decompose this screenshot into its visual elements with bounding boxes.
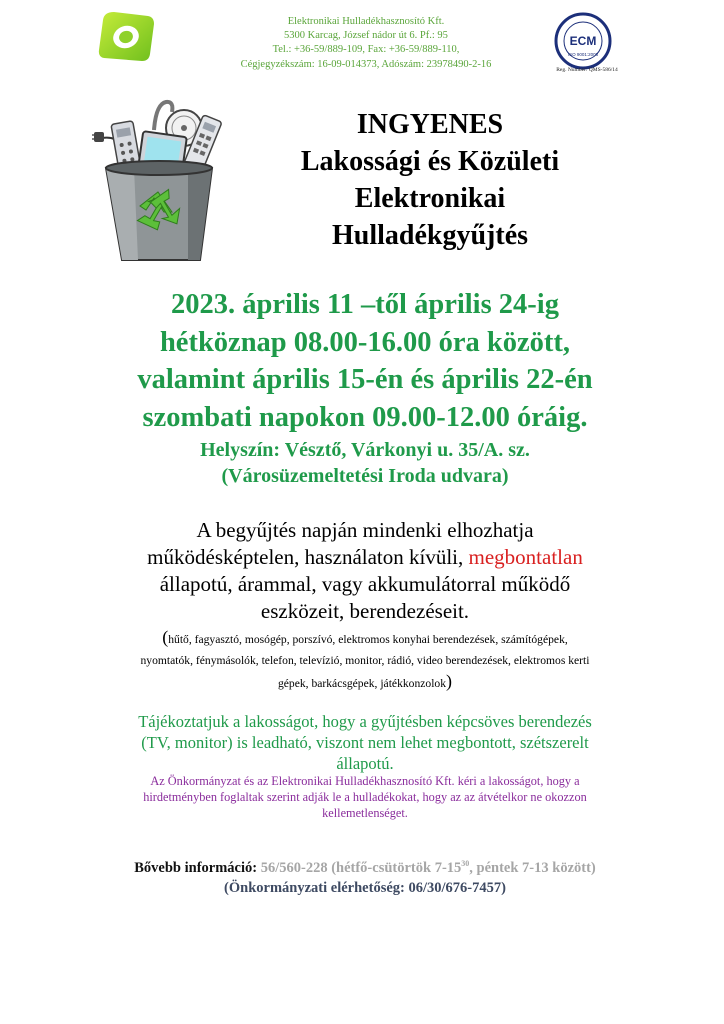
contact-info — [60, 858, 670, 898]
request-line-3: kellemetlenséget. — [322, 805, 408, 820]
title-line-residential: Lakossági és Közületi — [300, 146, 560, 177]
crt-notice — [60, 712, 670, 774]
title-line-free: INGYENES — [356, 109, 504, 140]
contact-label: Bővebb információ: — [134, 860, 258, 876]
seal-text: ECM — [569, 34, 597, 48]
items-line-1-text: hűtő, fagyasztó, mosógép, porszívó, elektromos konyhai berendezések, számítógépek, — [168, 633, 568, 646]
contact-municipal: (Önkormányzati elérhetőség: 06/30/676-7457) — [224, 880, 506, 896]
contact-phone-hours — [261, 860, 596, 876]
collection-dates — [60, 286, 670, 436]
crt-line-2: (TV, monitor) is leadható, viszont nem lehet megbontott, szétszerelt — [141, 732, 589, 752]
company-header — [196, 15, 536, 72]
intro-paragraph — [60, 517, 670, 625]
company-registration: Cégjegyzékszám: 16-09-014373, Adószám: 23978490-2-16 — [240, 58, 492, 70]
contact-phone-sup: 30 — [461, 859, 470, 869]
intro-line-4: eszközeit, berendezéseit. — [260, 599, 470, 623]
items-line-2: nyomtatók, fénymásolók, telefon, televízió, monitor, rádió, video berendezések, elektromos kerti — [140, 653, 590, 667]
collection-location — [60, 438, 670, 489]
crt-line-1: Tájékoztatjuk a lakosságot, hogy a gyűjtésben képcsöves berendezés — [138, 712, 592, 731]
municipality-request — [60, 774, 670, 821]
location-address: Helyszín: Vésztő, Várkonyi u. 35/A. sz. — [200, 439, 530, 461]
company-address: 5300 Karcag, József nádor út 6. Pf.: 95 — [284, 30, 448, 42]
items-line-3 — [40, 671, 690, 695]
date-line-saturdays: valamint április 15-én és április 22-én — [137, 364, 593, 395]
date-line-weekday-hours: hétköznap 08.00-16.00 óra között, — [159, 326, 571, 358]
intro-line-2-text: működésképtelen, használaton kívüli, — [147, 545, 469, 569]
recycle-bin-electronics-icon — [92, 92, 226, 264]
items-close-paren: ) — [446, 671, 453, 691]
reg-number: Reg. Number: QMS-586/14 — [556, 67, 618, 73]
seal-subtext: ISO 9001:2008 — [567, 52, 599, 57]
request-line-1: Az Önkormányzat és az Elektronikai Hulladékhasznosító Kft. kéri a lakosságot, hogy a — [150, 774, 580, 788]
title-line-electronic: Elektronikai — [354, 183, 506, 214]
items-line-1 — [40, 627, 690, 651]
request-line-2: hirdetményben foglaltak szerint adják le a hulladékokat, hogy az az átvételkor ne okozzon — [143, 789, 587, 804]
location-detail: (Városüzemeltetési Iroda udvara) — [221, 464, 509, 487]
company-logo-icon — [94, 8, 158, 66]
intro-line-2 — [60, 544, 670, 571]
poster-title — [270, 106, 590, 254]
items-open-paren: ( — [162, 627, 169, 647]
intro-line-1: A begyűjtés napján mindenki elhozhatja — [196, 518, 534, 542]
contact-phone-text: 56/560-228 (hétfő-csütörtök 7-15 — [260, 860, 462, 876]
contact-line-phone — [60, 858, 670, 878]
items-line-3-text: gépek, barkácsgépek, játékkonzolok — [277, 677, 447, 690]
accepted-items-list — [40, 627, 690, 695]
contact-phone-friday: , péntek 7-13 között) — [469, 860, 596, 876]
intro-highlight-unopened: megbontatlan — [468, 545, 583, 569]
intro-line-3: állapotú, árammal, vagy akkumulátorral működő — [159, 572, 571, 596]
company-phone-fax: Tel.: +36-59/889-109, Fax: +36-59/889-110, — [272, 44, 460, 56]
certification-seal-icon — [554, 12, 612, 70]
company-name: Elektronikai Hulladékhasznosító Kft. — [287, 16, 445, 27]
title-line-collection: Hulladékgyűjtés — [331, 220, 529, 251]
date-line-saturday-hours: szombati napokon 09.00-12.00 óráig. — [142, 401, 588, 433]
crt-line-3: állapotú. — [336, 753, 394, 773]
date-line-range: 2023. április 11 –től április 24-ig — [171, 289, 559, 320]
